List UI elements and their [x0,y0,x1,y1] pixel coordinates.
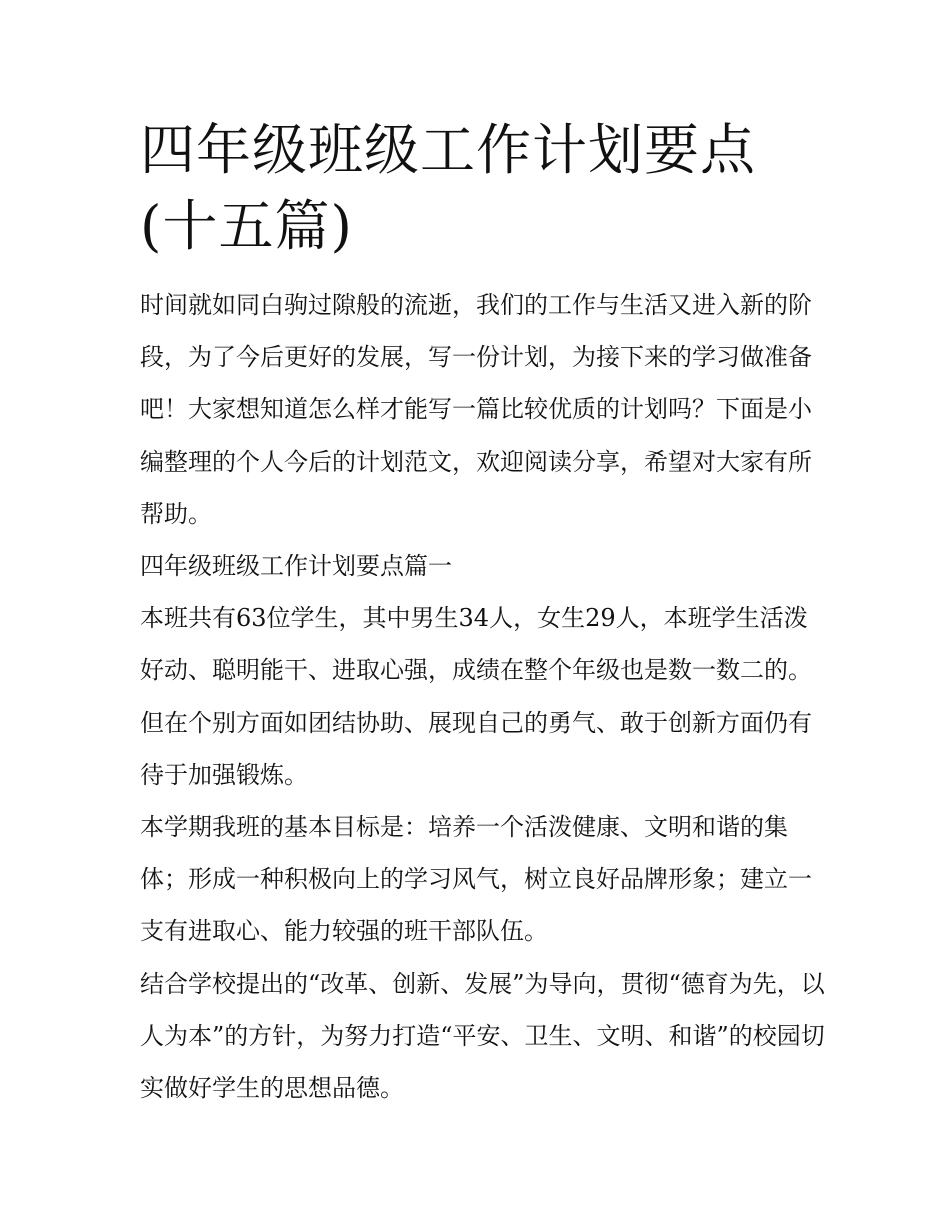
school-guidance-paragraph: 结合学校提出的“改革、创新、发展”为导向，贯彻“德育为先，以人为本”的方针，为努力打造“平安、卫生、文明、和谐”的校园切实做好学生的思想品德。 [140,969,825,1103]
document-body [140,279,830,1114]
semester-goal-paragraph: 本学期我班的基本目标是：培养一个活泼健康、文明和谐的集体；形成一种积极向上的学习风气，树立良好品牌形象；建立一支有进取心、能力较强的班干部队伍。 [140,813,812,946]
intro-paragraph: 时间就如同白驹过隙般的流逝，我们的工作与生活又进入新的阶段，为了今后更好的发展，写一份计划，为接下来的学习做准备吧！大家想知道怎么样才能写一篇比较优质的计划吗？下面是小编整理的个人今后的计划范文，欢迎阅读分享，希望对大家有所帮助。 [140,291,812,528]
section-heading: 四年级班级工作计划要点篇一 [140,552,452,581]
class-overview-paragraph: 本班共有63位学生，其中男生34人，女生29人，本班学生活泼好动、聪明能干、进取心强，成绩在整个年级也是数一数二的。但在个别方面如团结协助、展现自己的勇气、敢于创新方面仍有待于加强锻炼。 [140,604,812,789]
document-title: 四年级班级工作计划要点(十五篇) [140,118,757,258]
